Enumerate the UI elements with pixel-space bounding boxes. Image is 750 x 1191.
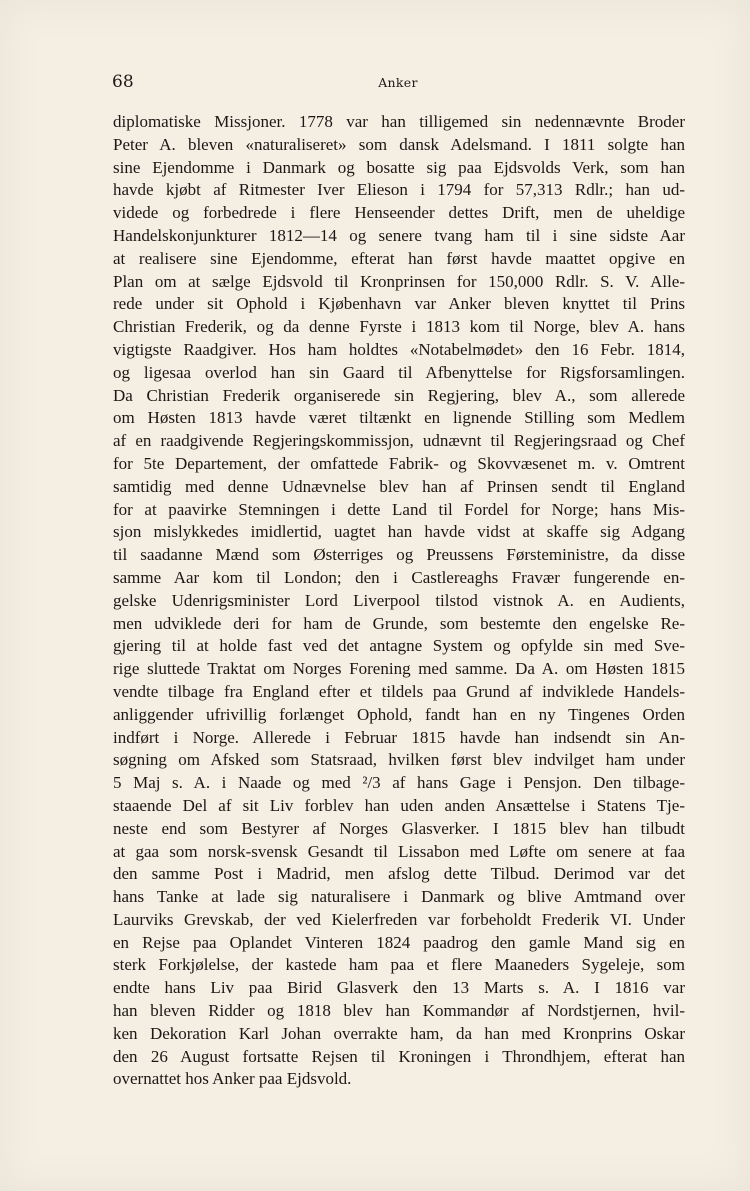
text-line: af en raadgivende Regjeringskommissjon, udnævnt til Regjeringsraad og Chef (113, 431, 685, 451)
text-line: Christian Frederik, og da denne Fyrste i 1813 kom til Norge, blev A. hans (113, 317, 685, 337)
text-line: videde og forbedrede i flere Henseender dettes Drift, men de uheldige (113, 203, 685, 223)
text-line: havde kjøbt af Ritmester Iver Elieson i 1794 for 57,313 Rdlr.; han ud- (113, 180, 685, 200)
text-line: søgning om Afsked som Statsraad, hvilken først blev indvilget ham under (113, 750, 685, 770)
text-line: samme Aar kom til London; den i Castlereaghs Fravær fungerende en- (113, 567, 685, 587)
text-line: for at paavirke Stemningen i dette Land til Fordel for Norge; hans Mis- (113, 499, 685, 519)
text-line: vigtigste Raadgiver. Hos ham holdtes «Notabelmødet» den 16 Febr. 1814, (113, 339, 685, 359)
text-line: Da Christian Frederik organiserede sin Regjering, blev A., som allerede (113, 385, 685, 405)
text-line: han bleven Ridder og 1818 blev han Kommandør af Nordstjernen, hvil- (113, 1001, 685, 1021)
text-line: at realisere sine Ejendomme, efterat han først havde maattet opgive en (113, 248, 685, 268)
text-line: Plan om at sælge Ejdsvold til Kronprinsen for 150,000 Rdlr. S. V. Alle- (113, 271, 685, 291)
page-header (112, 72, 684, 96)
text-line: Laurviks Grevskab, der ved Kielerfreden var forbeholdt Frederik VI. Under (113, 909, 685, 929)
text-line: at gaa som norsk-svensk Gesandt til Lissabon med Løfte om senere at faa (113, 841, 685, 861)
text-line: neste end som Bestyrer af Norges Glasverker. I 1815 blev han tilbudt (113, 818, 685, 838)
text-line: staaende Del af sit Liv forblev han uden anden Ansættelse i Statens Tje- (113, 795, 685, 815)
text-line: diplomatiske Missjoner. 1778 var han tilligemed sin nedennævnte Broder (113, 112, 685, 131)
text-line: vendte tilbage fra England efter et tildels paa Grund af indviklede Handels- (113, 681, 685, 701)
text-line: den 26 August fortsatte Rejsen til Kroningen i Throndhjem, efterat han (113, 1046, 685, 1066)
text-line: samtidig med denne Udnævnelse blev han af Prinsen sendt til England (113, 476, 685, 496)
text-line: gelske Udenrigsminister Lord Liverpool tilstod vistnok A. en Audients, (113, 590, 685, 610)
text-line: og ligesaa overlod han sin Gaard til Afbenyttelse for Rigsforsamlingen. (113, 362, 685, 382)
text-line: en Rejse paa Oplandet Vinteren 1824 paadrog den gamle Mand sig en (113, 932, 685, 952)
body-paragraph (113, 111, 685, 1091)
text-line: om Høsten 1813 havde været tiltænkt en lignende Stilling som Medlem (113, 408, 685, 428)
text-line: Handelskonjunkturer 1812—14 og senere tvang ham til i sine sidste Aar (113, 225, 685, 245)
text-line: gjering til at holde fast ved det antagne System og opfylde sin med Sve- (113, 636, 685, 656)
text-line: rige sluttede Traktat om Norges Forening med samme. Da A. om Høsten 1815 (113, 659, 685, 679)
text-line: til saadanne Mænd som Østerriges og Preussens Førsteministre, da disse (113, 545, 685, 565)
text-line: rede under sit Ophold i Kjøbenhavn var Anker bleven knyttet til Prins (113, 294, 685, 314)
text-line: indført i Norge. Allerede i Februar 1815 havde han indsendt sin An- (113, 727, 685, 747)
text-line: men udviklede deri for ham de Grunde, som bestemte den engelske Re- (113, 613, 685, 633)
running-head: Anker (378, 75, 418, 90)
text-line: endte hans Liv paa Birid Glasverk den 13 Marts s. A. I 1816 var (113, 978, 685, 998)
page-number: 68 (112, 72, 134, 92)
text-line: den samme Post i Madrid, men afslog dette Tilbud. Derimod var det (113, 864, 685, 884)
text-line: sterk Forkjølelse, der kastede ham paa et flere Maaneders Sygeleje, som (113, 955, 685, 975)
text-line: ken Dekoration Karl Johan overrakte ham, da han med Kronprins Oskar (113, 1023, 685, 1043)
text-line: anliggender ufrivillig forlænget Ophold, fandt han en ny Tingenes Orden (113, 704, 685, 724)
text-line: sjon mislykkedes imidlertid, uagtet han havde vidst at skaffe sig Adgang (113, 522, 685, 542)
text-line: for 5te Departement, der omfattede Fabrik- og Skovvæsenet m. v. Omtrent (113, 453, 685, 473)
text-line: sine Ejendomme i Danmark og bosatte sig paa Ejdsvolds Verk, som han (113, 157, 685, 177)
text-line: overnattet hos Anker paa Ejdsvold. (113, 1069, 352, 1089)
text-line: hans Tanke at lade sig naturalisere i Danmark og blive Amtmand over (113, 887, 685, 907)
text-line: Peter A. bleven «naturaliseret» som dansk Adelsmand. I 1811 solgte han (113, 134, 685, 154)
text-line: 5 Maj s. A. i Naade og med ²/3 af hans Gage i Pensjon. Den tilbage- (113, 773, 685, 793)
